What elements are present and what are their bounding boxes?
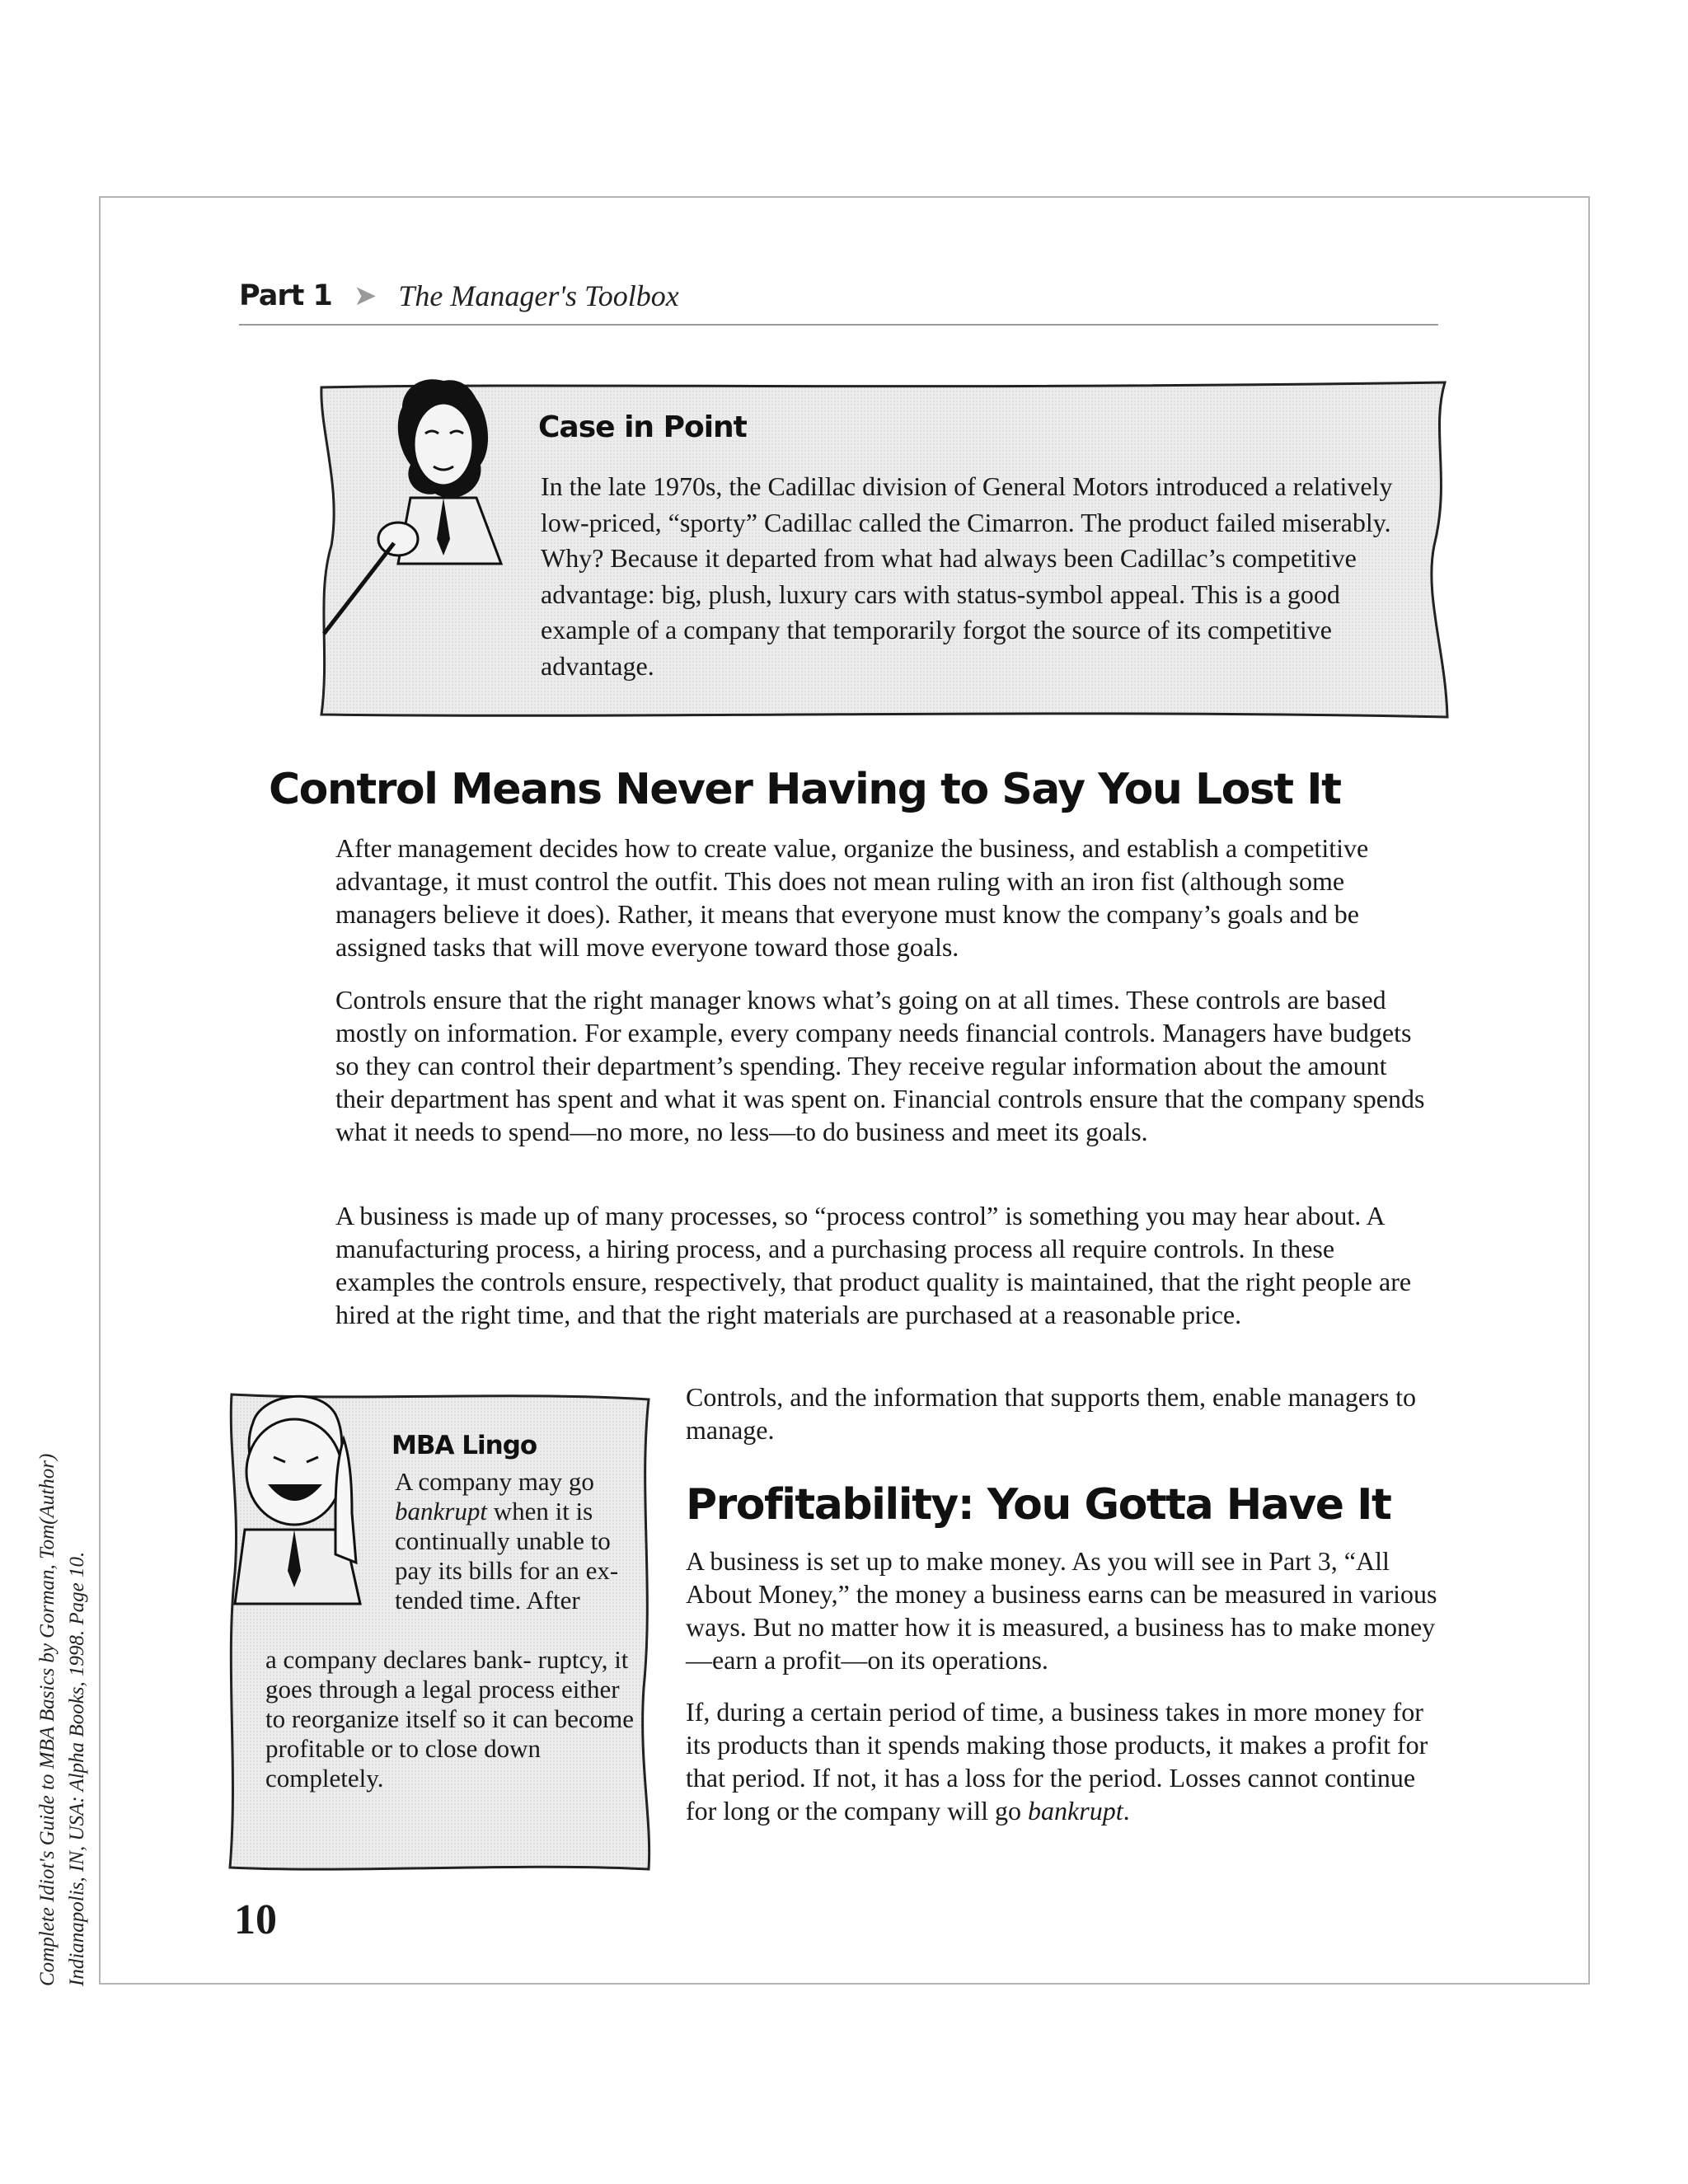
section-heading-control: Control Means Never Having to Say You Lost It	[269, 765, 1341, 814]
paragraph-6-main: If, during a certain period of time, a business takes in more money for its products than it spends making those products, it makes a profit for that period. If not, it has a loss for the period. Losses cannot continue for long or the company will go	[686, 1697, 1428, 1825]
paragraph-2-text: Controls ensure that the right manager knows what’s going on at all times. These controls are based mostly on information. For example, every company needs financial controls. Managers have budgets so they can control their department’s spending. They receive regular information about the amount their department has spent and what it was spent on. Financial controls ensure that the company spends what it needs to spend—no more, no less—to do business and meet its goals.	[335, 985, 1425, 1146]
paragraph-2	[335, 983, 1440, 1148]
paragraph-6-text	[686, 1695, 1444, 1827]
paragraph-5	[686, 1544, 1444, 1676]
laughing-man-icon	[220, 1390, 385, 1629]
page-number: 10	[234, 1896, 277, 1943]
lingo-term: bankrupt	[395, 1497, 487, 1526]
citation-line-1: Complete Idiot's Guide to MBA Basics by Gorman, Tom(Author)	[36, 1453, 59, 1986]
case-text: In the late 1970s, the Cadillac division of General Motors introduced a relatively low-priced, “sporty” Cadillac called the Cimarron. The product failed miserably. Why? Because it departed from what had always been Cadillac’s competitive advantage: big, plush, luxury cars with status-symbol appeal. This is a good example of a company that temporarily forgot the source of its competitive advantage.	[541, 471, 1393, 681]
lingo-text-top	[395, 1467, 642, 1615]
lingo-text-before: A company may go	[395, 1467, 594, 1496]
paragraph-3-text: A business is made up of many processes, so “process control” is something you may hear about. A manufacturing process, a hiring process, and a purchasing process all require controls. In these examples the controls ensure, respectively, that product quality is maintained, that the right people are hired at the right time, and that the right materials are purchased at a reasonable price.	[335, 1201, 1412, 1329]
arrow-icon: ➤	[353, 279, 377, 312]
paragraph-6-term: bankrupt	[1028, 1796, 1123, 1825]
case-heading: Case in Point	[538, 410, 747, 444]
mba-lingo-box	[227, 1391, 655, 1873]
citation-line-2: Indianapolis, IN, USA: Alpha Books, 1998. Page 10.	[66, 1551, 88, 1986]
paragraph-4	[686, 1380, 1444, 1446]
citation-note	[33, 1327, 107, 1986]
running-header	[239, 268, 1438, 326]
lingo-text-after: when it is continually unable to pay its bills for an ex- tended time. After	[395, 1497, 619, 1615]
paragraph-4-text: Controls, and the information that supports them, enable managers to manage.	[686, 1382, 1417, 1445]
lingo-text-bottom: a company declares bank- ruptcy, it goes through a legal process either to reorganize itself so it can become profitable or to close down completely.	[265, 1645, 635, 1793]
paragraph-1	[335, 832, 1440, 963]
paragraph-5-text: A business is set up to make money. As you will see in Part 3, “All About Money,” the money a business earns can be measured in various ways. But no matter how it is measured, a business has to make money—earn a profit—on its operations.	[686, 1546, 1437, 1675]
paragraph-6-end: .	[1123, 1796, 1130, 1825]
case-in-point-box	[320, 381, 1449, 719]
paragraph-1-text: After management decides how to create value, organize the business, and establish a competitive advantage, it must control the outfit. This does not mean ruling with an iron fist (although some managers believe it does). Rather, it means that everyone must know the company’s goals and be assigned tasks that will move everyone toward those goals.	[335, 833, 1369, 962]
paragraph-6	[686, 1695, 1444, 1827]
paragraph-3	[335, 1199, 1440, 1331]
part-title: The Manager's Toolbox	[398, 279, 679, 312]
section-heading-profitability: Profitability: You Gotta Have It	[686, 1480, 1391, 1530]
part-label: Part 1	[239, 279, 332, 312]
lingo-heading: MBA Lingo	[392, 1431, 537, 1460]
pointer-woman-icon	[320, 374, 534, 646]
